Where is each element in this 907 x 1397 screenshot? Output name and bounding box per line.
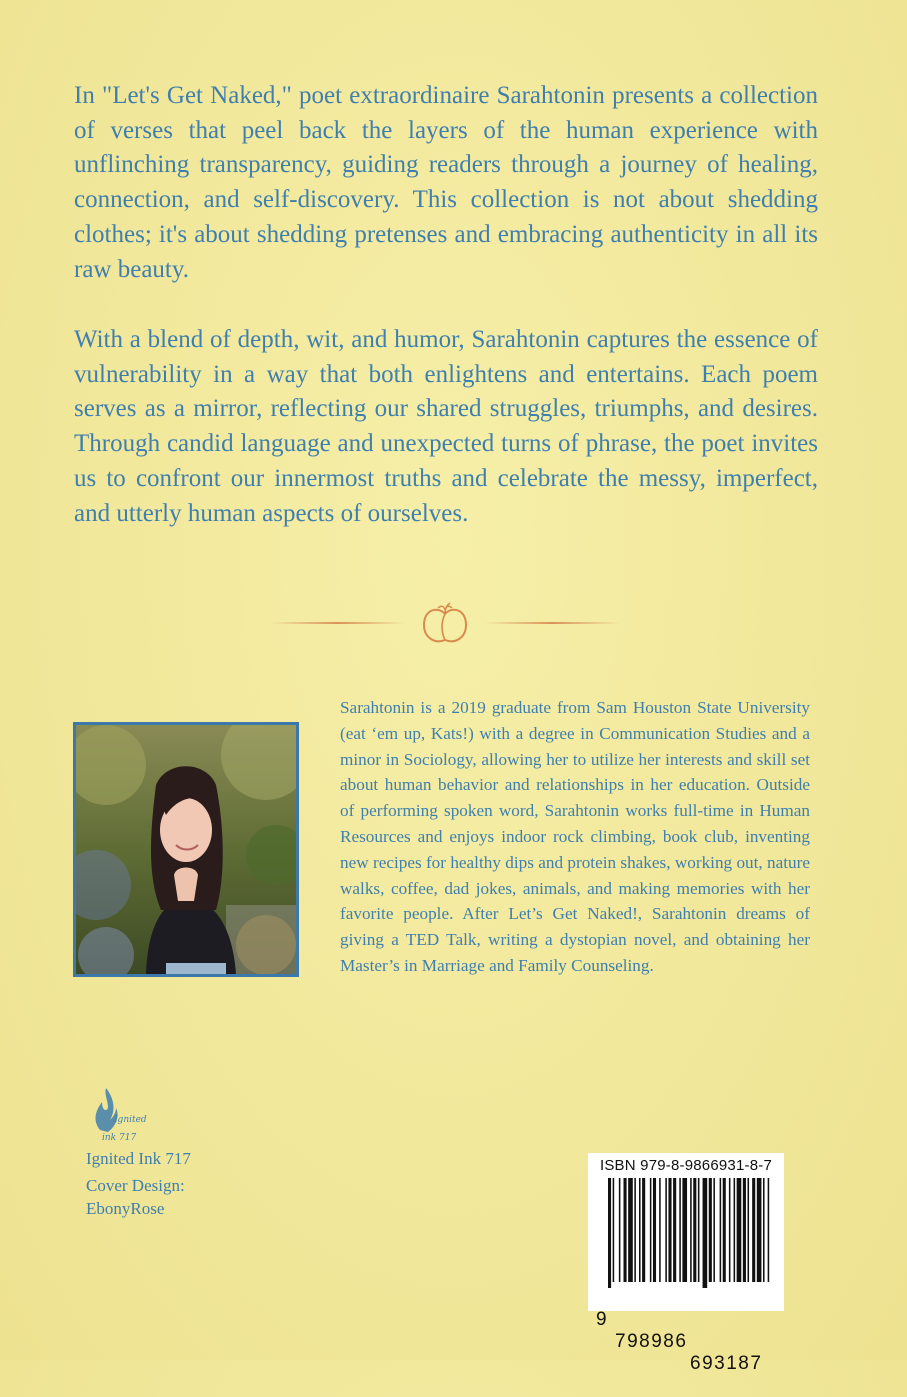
- barcode-bar: [729, 1178, 731, 1282]
- barcode-bar: [690, 1178, 692, 1282]
- barcode-bar: [613, 1178, 615, 1282]
- barcode-bar: [639, 1178, 641, 1282]
- blurb-paragraph-2: With a blend of depth, wit, and humor, Sarahtonin captures the essence of vulnerability in a way that both enlightens and entertains. Each poem serves as a mirror, reflecting our shared struggles, triumphs, and desires. Through candid language and unexpected turns of phrase, the poet invites us to confront our innermost truths and celebrate the messy, imperfect, and utterly human aspects of ourselves.: [74, 326, 818, 527]
- author-photo: [73, 722, 299, 977]
- cover-credit: [86, 1174, 185, 1220]
- barcode-bar: [709, 1178, 712, 1282]
- barcode-bar: [682, 1178, 687, 1282]
- publisher-name: Ignited Ink 717: [86, 1149, 191, 1168]
- barcode-bar: [653, 1178, 656, 1282]
- ornamental-divider: [270, 600, 620, 646]
- author-bio: Sarahtonin is a 2019 graduate from Sam Houston State University (eat ‘em up, Kats!) with a degree in Communication Studies and a minor in Sociology, allowing her to utilize her interests and skill set about human behavior and relationships in her education. Outside of performing spoken word, Sarahtonin works full-time in Human Resources and enjoys indoor rock climbing, book club, inventing new recipes for healthy dips and protein shakes, working out, nature walks, coffee, dad jokes, animals, and making memories with her favorite people. After Let’s Get Naked!, Sarahtonin dreams of giving a TED Talk, writing a dystopian novel, and obtaining her Master’s in Marriage and Family Counseling.: [340, 698, 810, 975]
- barcode-digits: [588, 1287, 784, 1397]
- publisher-logo-text-1: Ignited: [114, 1115, 147, 1125]
- isbn-barcode: [588, 1153, 784, 1374]
- barcode-bar: [713, 1178, 715, 1282]
- barcode-bar: [757, 1178, 762, 1282]
- barcode-bar: [659, 1178, 661, 1282]
- barcode-bar: [642, 1178, 645, 1282]
- barcode-bar: [628, 1178, 633, 1282]
- barcode-digit-lead: 9: [596, 1309, 607, 1330]
- barcode-bar: [679, 1178, 681, 1282]
- barcode-bar: [748, 1178, 750, 1282]
- barcode-bar: [768, 1178, 770, 1282]
- barcode-bar: [720, 1178, 722, 1282]
- peach-icon: [420, 600, 470, 646]
- barcode-bar: [608, 1178, 611, 1288]
- publisher-logo-text-2: ink 717: [102, 1133, 137, 1143]
- barcode-bar: [723, 1178, 726, 1282]
- cover-designer-name: EbonyRose: [86, 1199, 165, 1218]
- barcode-bar: [693, 1178, 696, 1282]
- blurb-paragraph-1: In "Let's Get Naked," poet extraordinaire Sarahtonin presents a collection of verses that peel back the layers of the human experience with unflinching transparency, guiding readers through a journey of healing, connection, and self-discovery. This collection is not about shedding clothes; it's about shedding pretenses and embracing authenticity in all its raw beauty.: [74, 82, 818, 283]
- barcode-bar: [752, 1178, 755, 1282]
- divider-line-left: [270, 622, 405, 624]
- barcode-bar: [734, 1178, 736, 1282]
- divider-line-right: [485, 622, 620, 624]
- barcode-bar: [668, 1178, 671, 1282]
- barcode-bar: [737, 1178, 742, 1282]
- barcode-bars: [594, 1178, 778, 1288]
- barcode-bar: [650, 1178, 652, 1282]
- isbn-label: ISBN 979-8-9866931-8-7: [599, 1157, 772, 1174]
- barcode-bar: [665, 1178, 667, 1282]
- barcode-bar: [703, 1178, 708, 1288]
- barcode-bar: [763, 1178, 765, 1282]
- barcode-bar: [624, 1178, 627, 1282]
- barcode-bar: [673, 1178, 676, 1282]
- flame-logo-icon: [86, 1088, 156, 1146]
- cover-design-label: Cover Design:: [86, 1176, 185, 1195]
- barcode-bar: [634, 1178, 636, 1282]
- barcode-digit-group-1: 798986: [615, 1331, 688, 1352]
- barcode-bar: [619, 1178, 621, 1282]
- barcode-bar: [743, 1178, 746, 1282]
- barcode-digit-group-2: 693187: [690, 1353, 763, 1374]
- barcode-bar: [698, 1178, 700, 1282]
